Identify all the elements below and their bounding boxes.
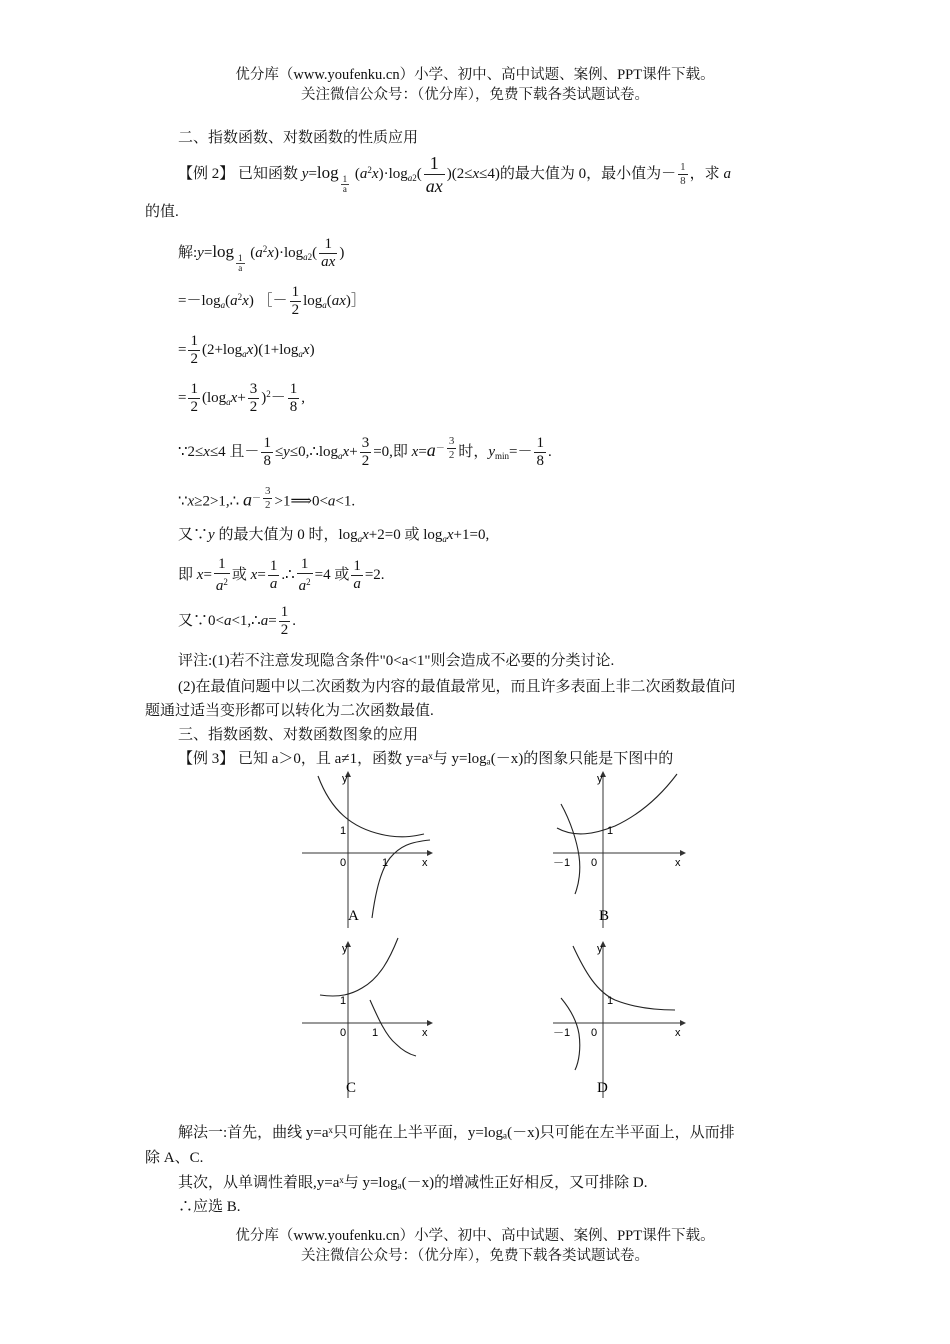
answer-p2: 其次，从单调性着眼,y=aˣ与 y=logₐ(－x)的增减性正好相反，又可排除 D. (178, 1175, 648, 1191)
svg-text:x: x (675, 1027, 681, 1039)
answer-p1b: 除 A、C. (145, 1150, 204, 1166)
example-2-label: 【例 2】 (178, 165, 235, 182)
solution-line-7: 又∵y 的最大值为 0 时，$\log_ax+2=0$ 或 $\log_ax+1=0$, (178, 527, 490, 544)
graph-figure (290, 768, 710, 1108)
comment-2b: 题通过适当变形都可以转化为二次函数最值. (145, 703, 434, 719)
graph-d-label: D (597, 1080, 608, 1096)
graph-a-label: A (348, 908, 359, 924)
example-3-statement: 【例 3】 已知 a＞0，且 a≠1，函数 y=aˣ与 y=logₐ(－x)的图象只能是下图中的 (178, 751, 674, 767)
svg-text:y: y (597, 773, 603, 785)
svg-text:y: y (342, 773, 348, 785)
example-3-label: 【例 3】 (178, 751, 235, 767)
svg-text:y: y (342, 943, 348, 955)
svg-text:0: 0 (591, 857, 598, 869)
solution-line-2: $=-\log_a(a^2x)$ ［－ $\frac{1}{2}$ $\log_a(ax)]$ (178, 284, 366, 318)
answer-p3: ∴应选 B. (178, 1199, 241, 1215)
svg-text:－1: －1 (553, 857, 571, 869)
answer-p1a: 解法一:首先，曲线 y=aˣ只可能在上半平面，y=logₐ(－x)只可能在左半平面上，从而排 (178, 1125, 735, 1141)
svg-text:1: 1 (340, 995, 347, 1007)
graph-a (302, 773, 430, 928)
section-title-2: 二、指数函数、对数函数的性质应用 (178, 130, 419, 146)
svg-text:1: 1 (607, 825, 614, 837)
graph-c (302, 938, 430, 1098)
solution-line-8: 即 x= $\frac{1}{a^2}$ 或 x= $\frac{1}{a}$ .∴ $\frac{1}{a^2}$ =4 或 $\frac{1}{a}$ =2. (178, 556, 385, 594)
example-2-statement: 【例 2】 已知函数 y=log 1 a $(a^2x)\cdot\log_{a2}$( $\frac{1}{ax}$ )(2≤x≤4)的最大值为 0，最小值为－ $\frac{1}{8}$ ，求 a (178, 153, 731, 196)
solution-line-1: 解:y=log 1 a $(a^2x)\cdot\log_{a2}$( $\frac{1}{ax}$ ) (178, 236, 345, 273)
solution-line-9: 又∵0<a<1,∴a= $\frac{1}{2}$ . (178, 604, 296, 638)
graph-c-label: C (346, 1080, 357, 1096)
svg-text:1: 1 (372, 1027, 379, 1039)
footer-line-1: 优分库（www.youfenku.cn）小学、初中、高中试题、案例、PPT课件下载。 (235, 1228, 715, 1244)
svg-text:x: x (675, 857, 681, 869)
footer-line-2: 关注微信公众号：（优分库），免费下载各类试题试卷。 (301, 1248, 649, 1264)
example-2-statement-cont: 的值. (145, 204, 179, 220)
header-line-1: 优分库（www.youfenku.cn）小学、初中、高中试题、案例、PPT课件下载。 (235, 67, 715, 83)
svg-text:0: 0 (591, 1027, 598, 1039)
solution-line-3: = $\frac{1}{2}$ $(2+\log_ax)(1+\log_ax)$ (178, 333, 315, 367)
section-title-3: 三、指数函数、对数函数图象的应用 (178, 727, 419, 743)
svg-text:x: x (422, 857, 428, 869)
graph-d (553, 943, 683, 1098)
svg-text:0: 0 (340, 1027, 347, 1039)
svg-text:－1: －1 (553, 1027, 571, 1039)
header-line-2: 关注微信公众号：（优分库），免费下载各类试题试卷。 (301, 87, 649, 103)
comment-1: 评注:(1)若不注意发现隐含条件"0<a<1"则会造成不必要的分类讨论. (178, 653, 615, 669)
svg-text:1: 1 (607, 995, 614, 1007)
svg-text:0: 0 (340, 857, 347, 869)
solution-line-5: ∵2≤x≤4 且－ $\frac{1}{8}$ $\le y\le 0,\therefore\log_ax+$ $\frac{3}{2}$ =0,即 $x=a^{- \frac{3}{2}}$ 时，$y_{min}=-$ $\frac{1}{8}$ . (178, 435, 552, 469)
solution-line-6: ∵x≥2>1,∴ $a^{- \frac{3}{2}}$ >1⟹0<a<1. (178, 485, 356, 511)
graph-b (553, 773, 683, 928)
svg-text:1: 1 (382, 857, 389, 869)
svg-text:1: 1 (340, 825, 347, 837)
graph-b-label: B (599, 908, 610, 924)
svg-text:y: y (597, 943, 603, 955)
comment-2a: (2)在最值问题中以二次函数为内容的最值最常见，而且许多表面上非二次函数最值问 (178, 679, 736, 695)
svg-text:x: x (422, 1027, 428, 1039)
solution-line-4: = $\frac{1}{2}$ ($\log_ax+$ $\frac{3}{2}$ )$^2$－ $\frac{1}{8}$ , (178, 381, 306, 415)
